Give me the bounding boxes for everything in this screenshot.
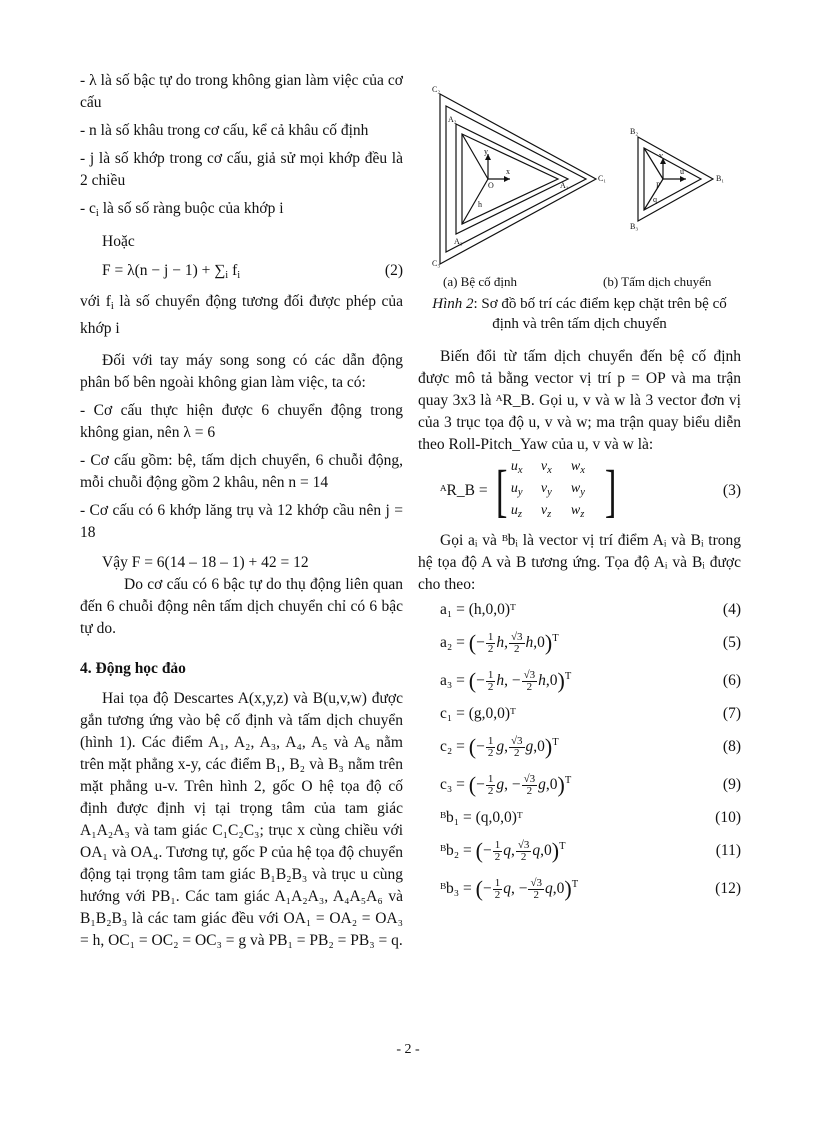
paragraph-actuators: Đối với tay máy song song có các dẫn động phân bố bên ngoài không gian làm việc, ta có: — [80, 352, 403, 391]
paragraph-coordinates: Hai tọa độ Descartes A(x,y,z) và B(u,v,w) được gắn tương ứng vào bệ cố định và tấm dịch chuyển (hình 1). Các điểm A₁, A₂, A₃, A₄, A₅ và A₆ nằm trên mặt phẳng x-y, các điểm B₁, B₂ và B₃ nằm trên mặt phẳng u-v. Trên hình 2, gốc O hệ tọa độ cố định được định vị tại trọng tâm của tam giác A₁A₂A₃ và tam giác C₁C₂C₃; trục x cùng chiều với OA₁ và OA₄. Tương tự, gốc P của hệ tọa độ chuyển động tại trọng tâm tam giác B₁B₂B₃ và trục u cùng hướng với PB₁. Các tam giác A₁A₂A₃, A₄A₅A₆ và B₁B₂B₃ là các tam giác đều với OA₁ = OA₂ = OA₃ = h, OC₁ = OC₂ = OC₃ = g và PB₁ = PB₂ = PB₃ = q. — [80, 690, 403, 949]
label-h: h — [478, 200, 482, 209]
result-F: Vậy F = 6(14 – 18 – 1) + 42 = 12 — [102, 554, 309, 571]
triangle-c — [440, 94, 596, 264]
def-n: - n là số khâu trong cơ cấu, kể cả khâu cố định — [80, 122, 369, 139]
equation-number: (2) — [384, 262, 403, 279]
equation-6: a₃ = (− $\frac{1}{2}$ h, − $\frac{√3}{2}$ h,0)$^T$ (6) — [440, 668, 741, 693]
equation-3: ᴬR_B = [ $u_x$ $v_x$ $w_x$ $u_y$ $v_y$ $w_y$ $u_z$ $v_z$ $w_z$ ] (3) — [440, 458, 741, 523]
label-B2: B₂ — [630, 127, 639, 136]
equation-10: ᴮb₁ = (q,0,0)ᵀ (10) — [440, 809, 741, 826]
def-j: - j là số khớp trong cơ cấu, giả sử mọi khớp đều là 2 chiều — [80, 150, 403, 189]
def-f: với $f_i$ là số chuyển động tương đối được phép của khớp i — [80, 293, 403, 337]
rotation-matrix: [ $u_x$ $v_x$ $w_x$ $u_y$ $v_y$ $w_y$ $u_z$ $v_z$ $w_z$ ] — [495, 458, 617, 523]
equation-8: c₂ = (− $\frac{1}{2}$ g, $\frac{√3}{2}$ g,0)$^T$ (8) — [440, 734, 741, 759]
label-u: u — [680, 167, 684, 176]
section-heading: 4. Động học đảo — [80, 660, 186, 677]
matrix-cell: $u_x$ — [510, 459, 523, 476]
label-y: y — [484, 147, 488, 156]
label-A3: A₃ — [454, 237, 463, 246]
paragraph-positions: Gọi aᵢ và ᴮbᵢ là vector vị trí điểm Aᵢ và Bᵢ trong hệ tọa độ A và B tương ứng. Tọa độ Aᵢ và Bᵢ được cho theo: — [418, 532, 741, 593]
label-B3: B₃ — [630, 222, 639, 231]
matrix-cell: $v_x$ — [540, 459, 552, 476]
equation-11: ᴮb₂ = (− $\frac{1}{2}$ q, $\frac{√3}{2}$ q,0)$^T$ (11) — [440, 838, 741, 863]
label-C2: C₂ — [432, 85, 441, 94]
paragraph-dof: Do cơ cấu có 6 bậc tự do thụ động liên quan đến 6 chuỗi động nên tấm dịch chuyển chỉ có 6 bậc tự do. — [80, 576, 403, 637]
equation-7: c₁ = (g,0,0)ᵀ (7) — [440, 705, 741, 722]
equation-5: a₂ = (− $\frac{1}{2}$ h, $\frac{√3}{2}$ h,0)$^T$ (5) — [440, 630, 741, 655]
hoac-text: Hoặc — [102, 233, 135, 250]
label-O: O — [488, 181, 494, 190]
label-P: P — [656, 181, 661, 190]
def-lambda: - λ là số bậc tự do trong không gian làm việc của cơ cấu — [80, 72, 403, 111]
label-B1: B₁ — [716, 174, 725, 183]
label-C3: C₃ — [432, 259, 441, 268]
matrix-cell: $v_z$ — [540, 503, 552, 520]
page-number: - 2 - — [396, 1042, 420, 1057]
label-v: v — [659, 151, 663, 160]
matrix-cell: $w_y$ — [570, 481, 585, 498]
caption-b: (b) Tấm dịch chuyển — [603, 274, 712, 289]
right-column — [418, 346, 741, 908]
matrix-cell: $u_z$ — [510, 503, 523, 520]
equation-12: ᴮb₃ = (− $\frac{1}{2}$ q, − $\frac{√3}{2}$ q,0)$^T$ (12) — [440, 876, 741, 901]
figure-2-diagram — [418, 82, 741, 272]
equation-9: c₃ = (− $\frac{1}{2}$ g, − $\frac{√3}{2}$ g,0)$^T$ (9) — [440, 772, 741, 797]
matrix-cell: $w_x$ — [570, 459, 585, 476]
matrix-cell: $v_y$ — [540, 481, 552, 498]
caption-a: (a) Bệ cố định — [443, 274, 518, 289]
left-column — [80, 70, 403, 952]
label-x: x — [506, 167, 510, 176]
equation-4: a₁ = (h,0,0)ᵀ (4) — [440, 601, 741, 618]
label-C1: C₁ — [598, 174, 607, 183]
label-A1: A₁ — [560, 181, 569, 190]
equation-2: $F = \lambda(n - j - 1) + \sum_i$ $f_i$ (2) — [102, 261, 403, 281]
matrix-cell: $u_y$ — [510, 481, 523, 498]
triangle-c-inner — [446, 106, 586, 252]
def-c: - $c_i$ là số số ràng buộc của khớp i — [80, 200, 284, 219]
label-A2: A₂ — [448, 115, 457, 124]
bullet-lambda: - Cơ cấu thực hiện được 6 chuyển động trong không gian, nên λ = 6 — [80, 402, 403, 441]
bullet-n: - Cơ cấu gồm: bệ, tấm dịch chuyển, 6 chuỗi động, mỗi chuỗi động gồm 2 khâu, nên n = 14 — [80, 452, 403, 491]
label-q: q — [653, 195, 657, 204]
bullet-j: - Cơ cấu có 6 khớp lăng trụ và 12 khớp cầu nên j = 18 — [80, 502, 403, 541]
paragraph-rotation: Biến đổi từ tấm dịch chuyển đến bệ cố định được mô tả bằng vector vị trí p = OP và ma trận quay 3x3 là ᴬR_B. Gọi u, v và w là 3 vector đơn vị của 3 trục tọa độ u, v và w; ma trận quay biểu diễn theo Roll-Pitch_Yaw của u, v và w là: — [418, 348, 741, 453]
figure-caption: Hình 2: Sơ đồ bố trí các điểm kẹp chặt trên bệ cố định và trên tấm dịch chuyển — [432, 296, 727, 332]
matrix-cell: $w_z$ — [570, 503, 585, 520]
